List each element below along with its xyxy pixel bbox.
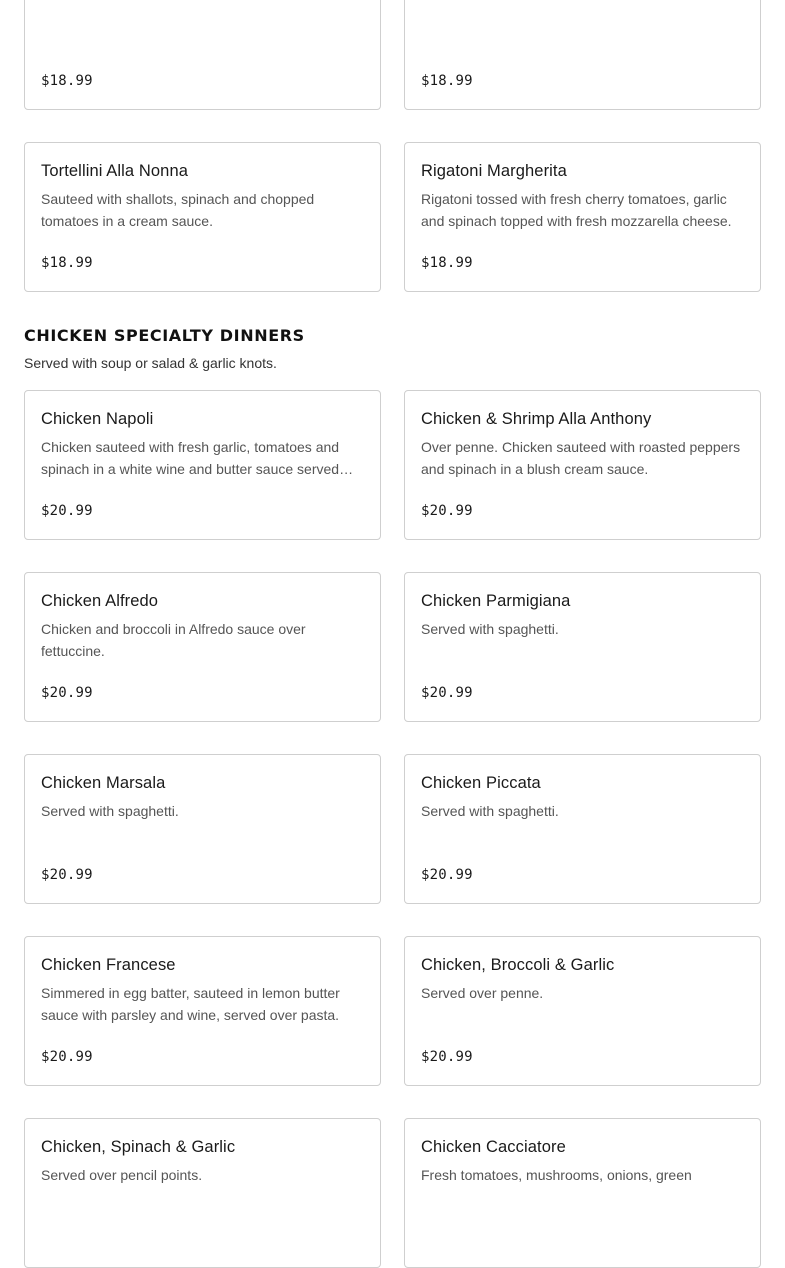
menu-item-price: $20.99 (421, 867, 473, 883)
menu-item-card[interactable] (404, 0, 761, 110)
menu-item-card[interactable] (24, 572, 381, 722)
menu-item-card[interactable] (24, 754, 381, 904)
menu-item-name: Rigatoni Margherita (421, 162, 567, 180)
menu-item-description: Over penne. Chicken sauteed with roasted peppers and spinach in a blush cream sauce. (421, 439, 741, 477)
menu-item-description: Served with spaghetti. (421, 621, 559, 637)
menu-item-description (41, 0, 364, 30)
menu-item-description: Rigatoni tossed with fresh cherry tomatoes, garlic and spinach topped with fresh mozzarella cheese. (421, 191, 732, 229)
menu-item-card[interactable] (404, 142, 761, 292)
menu-item-name: Chicken Cacciatore (421, 1138, 566, 1156)
menu-item-name: Chicken Piccata (421, 774, 541, 792)
menu-item-price: $20.99 (421, 685, 473, 701)
menu-item-description: Sauteed with shallots, spinach and chopped tomatoes in a cream sauce. (41, 191, 315, 229)
menu-item-price: $20.99 (41, 867, 93, 883)
section-header (24, 326, 761, 372)
menu-item-price: $18.99 (41, 73, 93, 89)
menu-item-description: Simmered in egg batter, sauteed in lemon butter sauce with parsley and wine, served over pasta. (41, 985, 340, 1023)
menu-item-description: Served with spaghetti. (421, 803, 559, 819)
menu-item-description: Served over penne. (421, 985, 544, 1001)
menu-item-name: Tortellini Alla Nonna (41, 162, 189, 180)
menu-item-description: Chicken sauteed with fresh garlic, tomatoes and spinach in a white wine and butter sauce served… (41, 439, 354, 477)
menu-item-card[interactable] (404, 936, 761, 1086)
menu-item-card[interactable] (24, 142, 381, 292)
menu-item-card[interactable] (404, 572, 761, 722)
menu-item-description: Served with spaghetti. (41, 803, 179, 819)
menu-item-card[interactable] (404, 390, 761, 540)
pasta-item-grid (24, 0, 761, 292)
menu-item-name: Chicken Marsala (41, 774, 166, 792)
menu-item-price: $20.99 (41, 685, 93, 701)
menu-item-name: Chicken Alfredo (41, 592, 159, 610)
menu-item-name: Chicken, Broccoli & Garlic (421, 956, 615, 974)
section-title: CHICKEN SPECIALTY DINNERS (24, 326, 305, 345)
menu-item-price: $20.99 (41, 503, 93, 519)
chicken-item-grid (24, 390, 761, 1268)
menu-item-card[interactable] (24, 0, 381, 110)
section-subtitle: Served with soup or salad & garlic knots. (24, 355, 277, 371)
menu-item-card[interactable] (404, 1118, 761, 1268)
menu-item-name: Chicken Napoli (41, 410, 154, 428)
menu-item-card[interactable] (24, 936, 381, 1086)
menu-page (24, 0, 761, 1268)
menu-item-price: $18.99 (421, 255, 473, 271)
menu-item-price: $20.99 (41, 1049, 93, 1065)
menu-item-name: Chicken Parmigiana (421, 592, 571, 610)
menu-item-price: $18.99 (421, 73, 473, 89)
menu-item-card[interactable] (24, 390, 381, 540)
menu-item-price: $20.99 (421, 1049, 473, 1065)
menu-item-price: $18.99 (41, 255, 93, 271)
menu-item-card[interactable] (24, 1118, 381, 1268)
menu-item-card[interactable] (404, 754, 761, 904)
menu-item-description: Fresh tomatoes, mushrooms, onions, green (421, 1167, 692, 1183)
menu-item-name: Chicken Francese (41, 956, 176, 974)
menu-item-description (421, 0, 744, 30)
menu-item-price: $20.99 (421, 503, 473, 519)
menu-item-description: Served over pencil points. (41, 1167, 203, 1183)
menu-item-name: Chicken & Shrimp Alla Anthony (421, 410, 652, 428)
menu-item-description: Chicken and broccoli in Alfredo sauce over fettuccine. (41, 621, 306, 659)
menu-item-name: Chicken, Spinach & Garlic (41, 1138, 236, 1156)
